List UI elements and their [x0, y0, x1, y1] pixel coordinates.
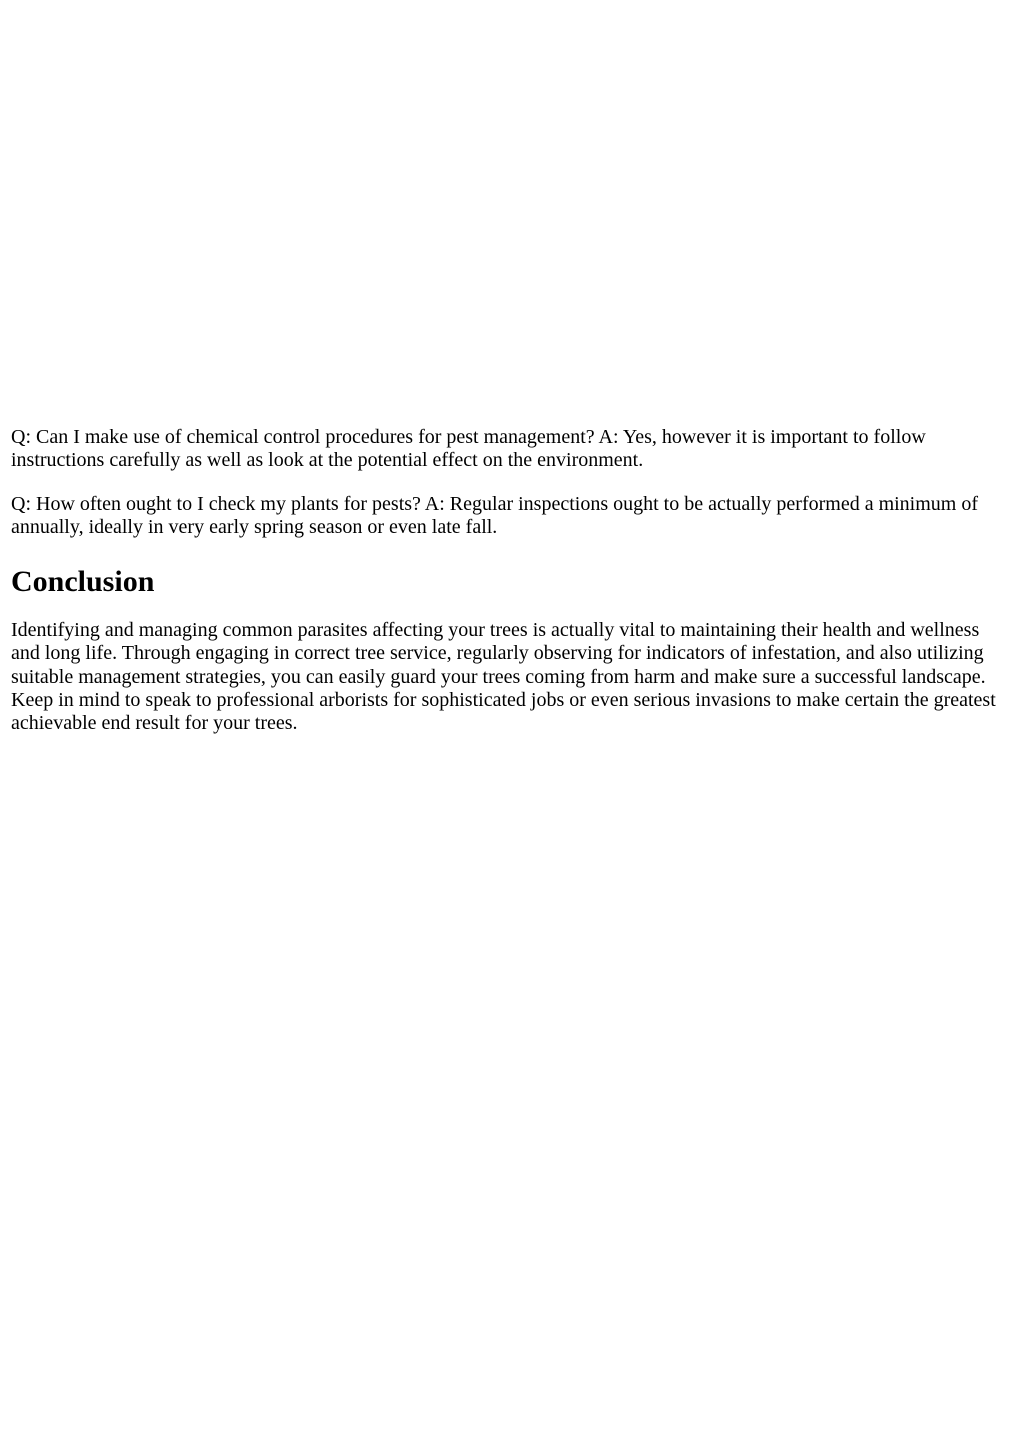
conclusion-heading: Conclusion — [11, 565, 155, 599]
conclusion-paragraph: Identifying and managing common parasites affecting your trees is actually vital to maintaining their health and wellness and long life. Through engaging in correct tree service, regularly observing for indicators of infestation, and also utilizing suitable management strategies, you can easily guard your trees coming from harm and make sure a successful landscape. Keep in mind to speak to professional arborists for sophisticated jobs or even serious invasions to make certain the greatest achievable end result for your trees. — [11, 619, 996, 735]
faq-item-inspection-frequency: Q: How often ought to I check my plants for pests? A: Regular inspections ought to be actually performed a minimum of annually, ideally in very early spring season or even late fall. — [11, 492, 979, 538]
faq-item-chemical-control: Q: Can I make use of chemical control procedures for pest management? A: Yes, however it is important to follow instructions carefully as well as look at the potential effect on the environment. — [11, 426, 926, 472]
document-body — [11, 426, 1011, 756]
